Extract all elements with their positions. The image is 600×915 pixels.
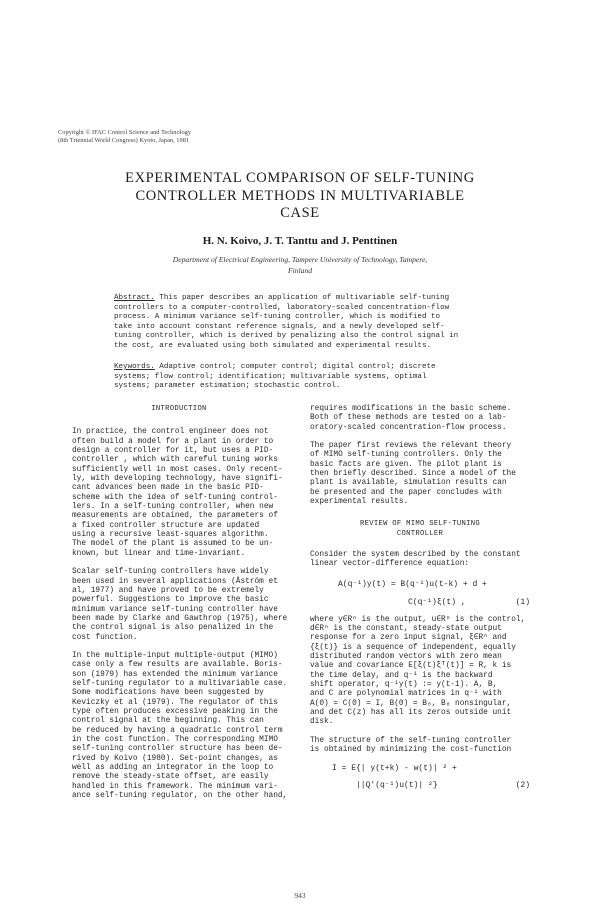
equation-1 (310, 580, 530, 608)
keywords-line: systems; parameter estimation; stochastic control. (114, 382, 341, 391)
text-line: Scalar self-tuning controllers have widely (72, 568, 269, 577)
authors: H. N. Koivo, J. T. Tanttu and J. Penttinen (202, 235, 398, 247)
text-line: measurements are obtained, the parameters of (72, 512, 278, 521)
text-line: in the cost function. The corresponding MIMO (72, 736, 278, 744)
text-line: The model of the plant is assumed to be un- (72, 540, 274, 549)
equation-number: (1) (515, 598, 530, 608)
text-line: controller , which with careful tuning works (72, 456, 278, 465)
text-line: handled in this framework. The minimum vari- (72, 782, 278, 791)
text-line: scheme with the idea of self-tuning control- (72, 493, 278, 502)
paragraph (72, 568, 286, 643)
text-line: In the multiple-input multiple-output (MIMO) (72, 651, 278, 660)
text-line: remove the steady-state offset, are easily (72, 773, 269, 782)
text-line: basic facts are given. The pilot plant is (310, 460, 502, 469)
text-line: minimum variance self-tuning controller have (72, 605, 278, 614)
text-line: Both of these methods are tested on a lab- (310, 414, 507, 423)
text-line: oratory-scaled concentration-flow process. (310, 423, 507, 432)
text-line: be presented and the paper concludes with (310, 488, 502, 497)
text-line: A(0) = C(0) = I, B(0) = B₀, B₀ nonsingular, (310, 699, 512, 708)
left-column (72, 405, 286, 801)
abstract-line: controllers to a computer-controlled, laboratory-scaled concentration-flow (114, 303, 450, 312)
title-line: EXPERIMENTAL COMPARISON OF SELF-TUNING (125, 170, 475, 186)
text-line: ance self-tuning regulator, on the other hand, (72, 792, 288, 801)
text-line: experimental results. (310, 498, 409, 507)
text-line: disk. (310, 718, 334, 727)
text-line: powerful. Suggestions to improve the basic (72, 596, 269, 605)
text-line: requires modifications in the basic scheme. (310, 405, 512, 413)
text-line: type often produces excessive peaking in the (72, 707, 278, 716)
abstract-line: take into account constant reference signals, and a newly developed self- (114, 322, 445, 331)
text-line: where y∈Rⁿ is the output, u∈Rⁿ is the control, (310, 615, 526, 624)
text-line: son (1979) has extended the minimum variance (72, 670, 278, 679)
text-line: response for a zero input signal, ξ∈Rⁿ and (310, 634, 507, 643)
paper-title (40, 170, 560, 223)
text-line: been made by Clarke and Gawthrop (1975), where (72, 614, 288, 623)
abstract-line: process. A minimum variance self-tuning controller, which is modified to (114, 313, 441, 322)
abstract-line: tuning controller, which is derived by penalizing also the control signal in (114, 332, 459, 341)
text-line: design a controller for it, but uses a PID- (72, 447, 274, 456)
text-line: the control signal is also penalized in the (72, 624, 274, 633)
affiliation-line: Department of Electrical Engineering, Tampere University of Technology, Tampere, (172, 255, 428, 264)
paragraph (310, 442, 530, 507)
equation-line: C(q⁻¹)ξ(t) , (408, 598, 466, 608)
title-line: CASE (280, 205, 320, 222)
paragraph (72, 428, 286, 559)
abstract-label: Abstract. (114, 294, 155, 302)
text-line: sufficiently well in most cases. Only recent- (72, 465, 283, 474)
title-line: CONTROLLER METHODS IN MULTIVARIABLE (135, 187, 465, 204)
text-line: Consider the system described by the constant (310, 551, 521, 560)
abstract-line: the cost, are evaluated using both simulated and experimental results. (114, 341, 432, 350)
paragraph (72, 652, 286, 802)
text-line: be reduced by having a quadratic control term (72, 726, 283, 735)
text-line: plant is available, simulation results can (310, 479, 507, 488)
text-line: case only a few results are available. Boris- (72, 661, 283, 670)
abstract (114, 294, 486, 352)
text-line: value and covariance E[ξ(t)ξᵀ(t)] = R, k is (310, 662, 512, 671)
text-line: distributed random vectors with zero mean (310, 652, 502, 661)
copyright-line-1: Copyright © IFAC Control Science and Technology (58, 129, 192, 136)
text-line: and C are polynomial matrices in q⁻¹ with (310, 690, 502, 699)
section-heading-review (310, 520, 530, 539)
text-line: linear vector-difference equation: (310, 560, 470, 569)
keywords (114, 363, 486, 392)
text-line: lers. In a self-tuning controller, when new (72, 503, 274, 512)
equation-line: ||Q'(q⁻¹)u(t)| ²} (356, 780, 438, 790)
text-line: cant advances been made in the basic PID- (72, 484, 264, 493)
text-line: shift operator, q⁻¹y(t) := y(t-1). A, B, (310, 680, 498, 689)
text-line: is obtained by minimizing the cost-function (310, 745, 512, 754)
heading-line: CONTROLLER (396, 529, 444, 538)
keywords-label: Keywords. (114, 363, 155, 371)
paragraph (310, 737, 530, 756)
text-line: control signal at the beginning. This can (72, 717, 264, 726)
affiliation (120, 254, 480, 276)
text-line: Some modifications have been suggested by (72, 689, 264, 698)
text-line: The paper first reviews the relevant theory (310, 442, 512, 451)
text-line: a fixed controller structure are updated (72, 521, 260, 530)
paragraph (310, 551, 530, 570)
text-line: using a recursive least-squares algorithm. (72, 531, 269, 540)
text-line: the time delay, and q⁻¹ is the backward (310, 671, 493, 680)
equation-line: A(q⁻¹)y(t) = B(q⁻¹)u(t-k) + d + (338, 579, 487, 589)
text-line: al, 1977) and have proved to be extremely (72, 586, 264, 595)
right-column (310, 405, 530, 790)
text-line: rived by Koivo (1980). Set-point changes, as (72, 754, 278, 763)
section-heading-introduction: INTRODUCTION (151, 405, 207, 413)
copyright-notice (58, 129, 191, 146)
text-line: often build a model for a plant in order to (72, 437, 274, 446)
paragraph (310, 405, 530, 433)
abstract-line: This paper describes an application of multivariable self-tuning (154, 294, 450, 302)
text-line: self-tuning controller structure has been de- (72, 745, 283, 754)
equation-line: I = E{| y(t+k) - w(t)| ² + (332, 764, 457, 774)
text-line: d∈Rⁿ is the constant, steady-state output (310, 624, 502, 633)
paragraph (310, 616, 530, 728)
text-line: In practice, the control engineer does not (72, 428, 269, 437)
text-line: {ξ(t)} is a sequence of independent, equally (310, 643, 516, 652)
text-line: well as adding an integrator in the loop to (72, 764, 274, 773)
page-number: 943 (294, 891, 306, 900)
equation-2 (310, 764, 530, 790)
keywords-line: systems; flow control; identification; multivariable systems, optimal (114, 372, 427, 381)
text-line: and det C(z) has all its zeros outside unit (310, 708, 512, 717)
text-line: been used in several applications (Åström et (72, 577, 278, 586)
text-line: of MIMO self-tuning controllers. Only the (310, 451, 502, 460)
text-line: self-tuning regulator to a multivariable case. (72, 679, 288, 688)
equation-number: (2) (515, 780, 530, 790)
text-line: cost function. (72, 633, 138, 642)
text-line: then briefly described. Since a model of the (310, 470, 516, 479)
keywords-line: Adaptive control; computer control; digital control; discrete (154, 363, 436, 371)
affiliation-line: Finland (287, 266, 313, 275)
copyright-line-2: (8th Triennial World Congress) Kyoto, Japan, 1981 (58, 137, 190, 145)
text-line: ly, with developing technology, have signifi- (72, 475, 283, 484)
text-line: Keviczky et al (1979). The regulator of this (72, 698, 278, 707)
text-line: known, but linear and time-invariant. (72, 549, 246, 558)
text-line: The structure of the self-tuning controller (310, 736, 512, 745)
heading-line: REVIEW OF MIMO SELF-TUNING (360, 520, 480, 529)
